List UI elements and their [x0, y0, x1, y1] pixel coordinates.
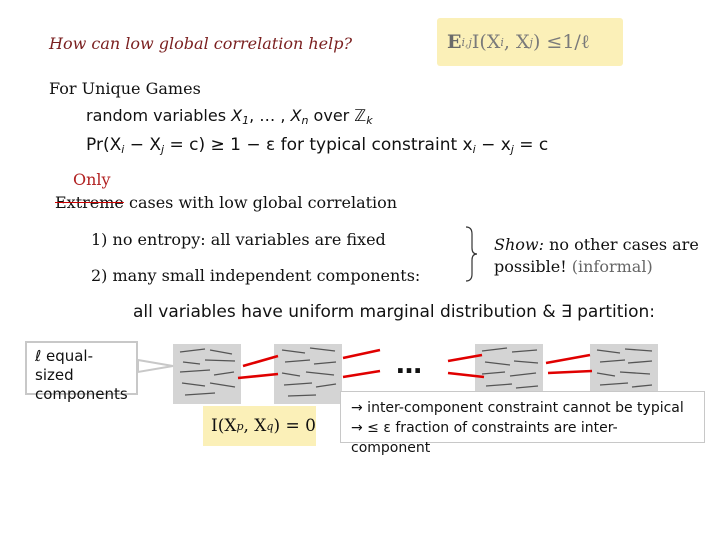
for-unique-games: For Unique Games	[49, 79, 201, 98]
informal-note: (informal)	[571, 257, 653, 276]
rv-sub-n: n	[301, 114, 309, 127]
callout-line2: components	[35, 385, 128, 403]
mi-i: I(X	[211, 416, 237, 436]
case-small-components: 2) many small independent components:	[91, 266, 421, 285]
formula-sep: , X	[503, 31, 530, 53]
uniform-marginal-line: all variables have uniform marginal distribution & ∃ partition:	[133, 302, 656, 322]
pr-sub-j: j	[161, 143, 165, 156]
consequences-box	[340, 391, 705, 456]
pr-sub-j2: j	[510, 143, 514, 156]
mi-sep: , X	[243, 416, 267, 436]
pr-end: = c	[513, 135, 549, 155]
mi-sub-p: p	[236, 419, 244, 433]
callout-line1: ℓ equal-sized	[35, 347, 93, 384]
formula-sub-ij: i,j	[461, 35, 472, 49]
rv-sub-1: 1	[242, 114, 250, 127]
mutual-information-formula	[203, 406, 316, 446]
rv-mid: , … ,	[249, 106, 291, 125]
callout-pointer	[138, 360, 173, 372]
rv-sub-k: k	[366, 114, 373, 127]
show-text: no other cases are possible!	[494, 235, 699, 276]
expectation-symbol: E	[447, 31, 462, 53]
pr-sub-i: i	[121, 143, 125, 156]
only-annotation: Only	[73, 170, 111, 189]
formula-sub-i: i	[500, 35, 504, 49]
slide-title: How can low global correlation help?	[49, 34, 353, 53]
rv-x1: X	[231, 106, 243, 125]
mi-end: ) = 0	[273, 416, 316, 436]
consequence-line: → inter-component constraint cannot be typical	[351, 400, 684, 416]
pr-m2: − x	[475, 135, 511, 155]
rv-xn: X	[290, 106, 302, 125]
rv-over: over ℤ	[308, 106, 367, 125]
equal-sized-components-callout	[25, 341, 138, 403]
formula-rest: ) ≤	[532, 31, 563, 53]
formula-sub-j: j	[529, 35, 533, 49]
consequence-line: → ≤ ε fraction of constraints are inter-component	[351, 420, 618, 456]
rv-prefix: random variables	[86, 106, 232, 125]
pr-minus: − X	[124, 135, 161, 155]
pr-text: Pr(X	[86, 135, 122, 155]
case-no-entropy: 1) no entropy: all variables are fixed	[91, 230, 386, 249]
pr-sub-i2: i	[472, 143, 476, 156]
mi-sub-q: q	[266, 419, 274, 433]
ellipsis: …	[396, 350, 423, 380]
extreme-word: Extreme	[55, 193, 124, 212]
formula-body: I(X	[471, 31, 501, 53]
show-label: Show:	[494, 235, 544, 254]
formula-frac: 1/ℓ	[562, 30, 590, 53]
pr-eq: = c) ≥ 1 − ε for typical constraint x	[164, 135, 473, 155]
extreme-rest: cases with low global correlation	[123, 193, 398, 212]
